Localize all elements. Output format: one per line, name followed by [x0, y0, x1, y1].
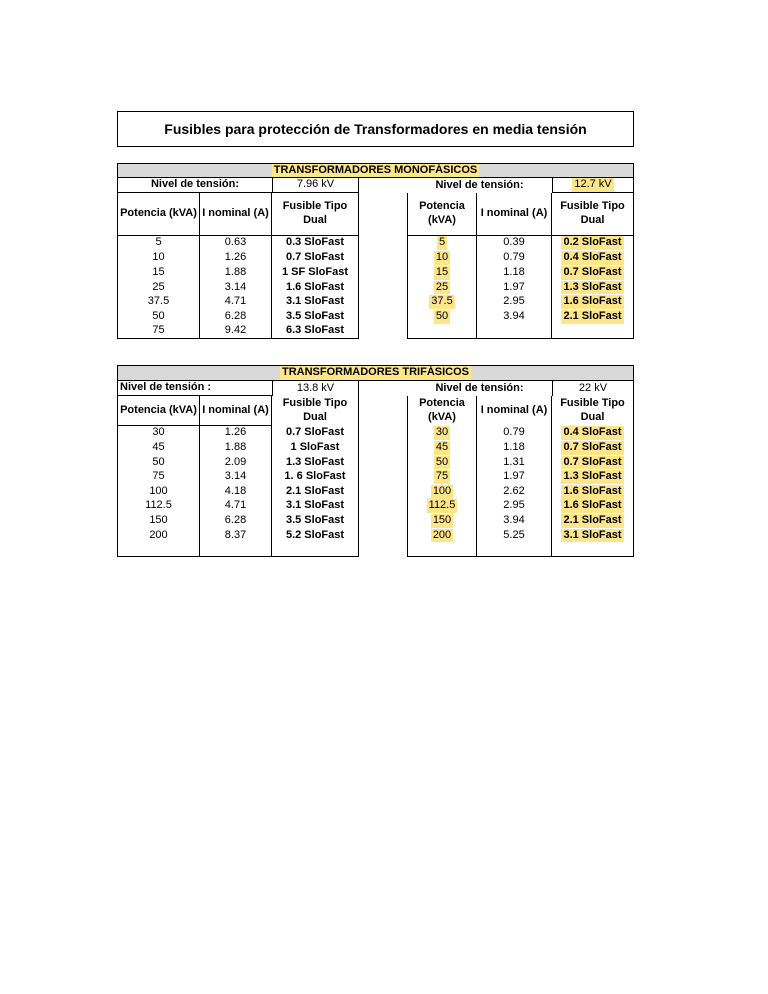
mono-right-nivel-label: Nivel de tensión: [435, 178, 524, 191]
tri-right-fusible-cell [552, 543, 634, 558]
tri-left-fusible-cell [272, 543, 359, 558]
table-row [117, 484, 634, 499]
mono-left-potencia-cell: 50 [117, 309, 200, 324]
tri-right-potencia-cell: 45 [407, 441, 477, 456]
tri-left-fusible-cell: 3.1 SloFast [272, 499, 359, 514]
mono-right-h-potencia: Potencia (kVA) [407, 193, 477, 236]
tri-left-inominal-cell: 2.09 [200, 455, 272, 470]
mono-right-nivel-value: 12.7 kV [574, 178, 612, 191]
table-row [117, 543, 634, 558]
table-row [117, 295, 634, 310]
mono-right-fusible-cell: 0.7 SloFast [552, 265, 634, 280]
tri-right-nivel-value: 22 kV [552, 381, 634, 396]
tri-right-inominal-cell: 1.97 [477, 470, 552, 485]
mono-left-fusible-cell: 0.3 SloFast [272, 236, 359, 251]
mono-left-potencia-cell: 25 [117, 280, 200, 295]
tri-left-inominal-cell: 3.14 [200, 470, 272, 485]
tri-right-fusible-cell: 0.7 SloFast [552, 441, 634, 456]
tri-right-fusible-cell: 1.3 SloFast [552, 470, 634, 485]
mono-right-inominal-cell: 0.39 [477, 236, 552, 251]
mono-table [117, 163, 634, 339]
tri-left-nivel-label: Nivel de tensión : [117, 381, 272, 396]
mono-left-inominal-cell: 1.26 [200, 251, 272, 266]
mono-left-h-potencia: Potencia (kVA) [117, 193, 200, 236]
tri-left-potencia-cell: 112.5 [117, 499, 200, 514]
mono-right-inominal-cell: 0.79 [477, 251, 552, 266]
tri-right-inominal-cell: 2.95 [477, 499, 552, 514]
tri-left-h-potencia: Potencia (kVA) [117, 396, 200, 426]
mono-left-inominal-cell: 9.42 [200, 324, 272, 339]
tri-left-fusible-cell: 3.5 SloFast [272, 514, 359, 529]
tri-left-potencia-cell: 75 [117, 470, 200, 485]
tri-left-potencia-cell [117, 543, 200, 558]
tri-right-potencia-cell: 50 [407, 455, 477, 470]
mono-right-potencia-cell: 5 [407, 236, 477, 251]
mono-left-inominal-cell: 3.14 [200, 280, 272, 295]
table-row [117, 265, 634, 280]
tri-left-potencia-cell: 30 [117, 426, 200, 441]
tri-left-inominal-cell [200, 543, 272, 558]
tri-left-potencia-cell: 150 [117, 514, 200, 529]
tri-right-fusible-cell: 3.1 SloFast [552, 528, 634, 543]
mono-left-fusible-cell: 1 SF SloFast [272, 265, 359, 280]
tri-left-h-inominal: I nominal (A) [200, 396, 272, 426]
tri-right-inominal-cell: 1.31 [477, 455, 552, 470]
tri-left-fusible-cell: 1. 6 SloFast [272, 470, 359, 485]
tri-right-inominal-cell [477, 543, 552, 558]
table-row [117, 324, 634, 339]
tri-left-inominal-cell: 8.37 [200, 528, 272, 543]
tri-left-fusible-cell: 5.2 SloFast [272, 528, 359, 543]
table-row [117, 426, 634, 441]
table-row [117, 309, 634, 324]
tri-left-inominal-cell: 4.71 [200, 499, 272, 514]
tri-left-fusible-cell: 1.3 SloFast [272, 455, 359, 470]
mono-right-potencia-cell: 37.5 [407, 295, 477, 310]
table-row [117, 499, 634, 514]
mono-left-inominal-cell: 0.63 [200, 236, 272, 251]
mono-left-fusible-cell: 1.6 SloFast [272, 280, 359, 295]
mono-right-h-inominal: I nominal (A) [477, 193, 552, 236]
mono-left-potencia-cell: 37.5 [117, 295, 200, 310]
tri-left-nivel-value: 13.8 kV [272, 381, 359, 396]
tri-left-inominal-cell: 1.26 [200, 426, 272, 441]
tri-left-inominal-cell: 4.18 [200, 484, 272, 499]
mono-left-fusible-cell: 3.5 SloFast [272, 309, 359, 324]
mono-right-fusible-cell: 0.2 SloFast [552, 236, 634, 251]
mono-left-nivel-label: Nivel de tensión: [117, 178, 272, 193]
tri-right-inominal-cell: 2.62 [477, 484, 552, 499]
tri-right-fusible-cell: 2.1 SloFast [552, 514, 634, 529]
mono-left-potencia-cell: 75 [117, 324, 200, 339]
table-row [117, 470, 634, 485]
mono-right-inominal-cell: 1.97 [477, 280, 552, 295]
tri-left-fusible-cell: 2.1 SloFast [272, 484, 359, 499]
tri-right-h-fusible: Fusible Tipo Dual [552, 396, 634, 426]
table-row [117, 455, 634, 470]
mono-right-inominal-cell: 1.18 [477, 265, 552, 280]
mono-left-potencia-cell: 15 [117, 265, 200, 280]
tri-table [117, 365, 634, 557]
table-row [117, 251, 634, 266]
page-title: Fusibles para protección de Transformadores en media tensión [117, 111, 634, 147]
mono-right-inominal-cell: 3.94 [477, 309, 552, 324]
tri-right-fusible-cell: 0.7 SloFast [552, 455, 634, 470]
tri-left-fusible-cell: 1 SloFast [272, 441, 359, 456]
mono-right-fusible-cell [552, 324, 634, 339]
tri-right-inominal-cell: 3.94 [477, 514, 552, 529]
tri-heading: TRANSFORMADORES TRIFÁSICOS [282, 366, 469, 379]
mono-heading: TRANSFORMADORES MONOFÁSICOS [273, 163, 478, 176]
mono-left-h-inominal: I nominal (A) [200, 193, 272, 236]
mono-right-potencia-cell: 25 [407, 280, 477, 295]
mono-right-h-fusible: Fusible Tipo Dual [552, 193, 634, 236]
mono-right-inominal-cell: 2.95 [477, 295, 552, 310]
tri-left-potencia-cell: 100 [117, 484, 200, 499]
mono-right-potencia-cell: 50 [407, 309, 477, 324]
mono-left-inominal-cell: 6.28 [200, 309, 272, 324]
tri-body [117, 426, 634, 557]
tri-right-inominal-cell: 5.25 [477, 528, 552, 543]
tri-right-fusible-cell: 1.6 SloFast [552, 499, 634, 514]
tri-left-fusible-cell: 0.7 SloFast [272, 426, 359, 441]
mono-right-potencia-cell [407, 324, 477, 339]
table-row [117, 441, 634, 456]
mono-left-inominal-cell: 1.88 [200, 265, 272, 280]
mono-left-fusible-cell: 0.7 SloFast [272, 251, 359, 266]
table-row [117, 528, 634, 543]
table-row [117, 280, 634, 295]
tri-right-h-inominal: I nominal (A) [477, 396, 552, 426]
mono-left-potencia-cell: 10 [117, 251, 200, 266]
tri-right-inominal-cell: 0.79 [477, 426, 552, 441]
tri-right-potencia-cell: 200 [407, 528, 477, 543]
mono-left-nivel-value: 7.96 kV [272, 178, 359, 193]
mono-right-fusible-cell: 0.4 SloFast [552, 251, 634, 266]
mono-left-inominal-cell: 4.71 [200, 295, 272, 310]
mono-left-fusible-cell: 3.1 SloFast [272, 295, 359, 310]
mono-body [117, 236, 634, 339]
tri-right-potencia-cell: 112.5 [407, 499, 477, 514]
tri-right-nivel-label: Nivel de tensión: [435, 381, 524, 394]
tri-left-potencia-cell: 200 [117, 528, 200, 543]
table-row [117, 514, 634, 529]
tri-left-inominal-cell: 1.88 [200, 441, 272, 456]
tri-right-fusible-cell: 1.6 SloFast [552, 484, 634, 499]
mono-right-fusible-cell: 2.1 SloFast [552, 309, 634, 324]
tri-right-inominal-cell: 1.18 [477, 441, 552, 456]
mono-left-potencia-cell: 5 [117, 236, 200, 251]
tri-right-potencia-cell: 75 [407, 470, 477, 485]
tri-left-inominal-cell: 6.28 [200, 514, 272, 529]
mono-left-h-fusible: Fusible Tipo Dual [272, 193, 359, 236]
mono-left-fusible-cell: 6.3 SloFast [272, 324, 359, 339]
tri-left-h-fusible: Fusible Tipo Dual [272, 396, 359, 426]
tri-left-potencia-cell: 45 [117, 441, 200, 456]
mono-right-fusible-cell: 1.6 SloFast [552, 295, 634, 310]
mono-right-inominal-cell [477, 324, 552, 339]
tri-left-potencia-cell: 50 [117, 455, 200, 470]
mono-right-potencia-cell: 15 [407, 265, 477, 280]
table-row [117, 236, 634, 251]
tri-right-h-potencia: Potencia (kVA) [407, 396, 477, 426]
tri-right-potencia-cell: 100 [407, 484, 477, 499]
tri-right-potencia-cell: 30 [407, 426, 477, 441]
tri-right-fusible-cell: 0.4 SloFast [552, 426, 634, 441]
mono-right-fusible-cell: 1.3 SloFast [552, 280, 634, 295]
tri-right-potencia-cell [407, 543, 477, 558]
tri-right-potencia-cell: 150 [407, 514, 477, 529]
mono-right-potencia-cell: 10 [407, 251, 477, 266]
